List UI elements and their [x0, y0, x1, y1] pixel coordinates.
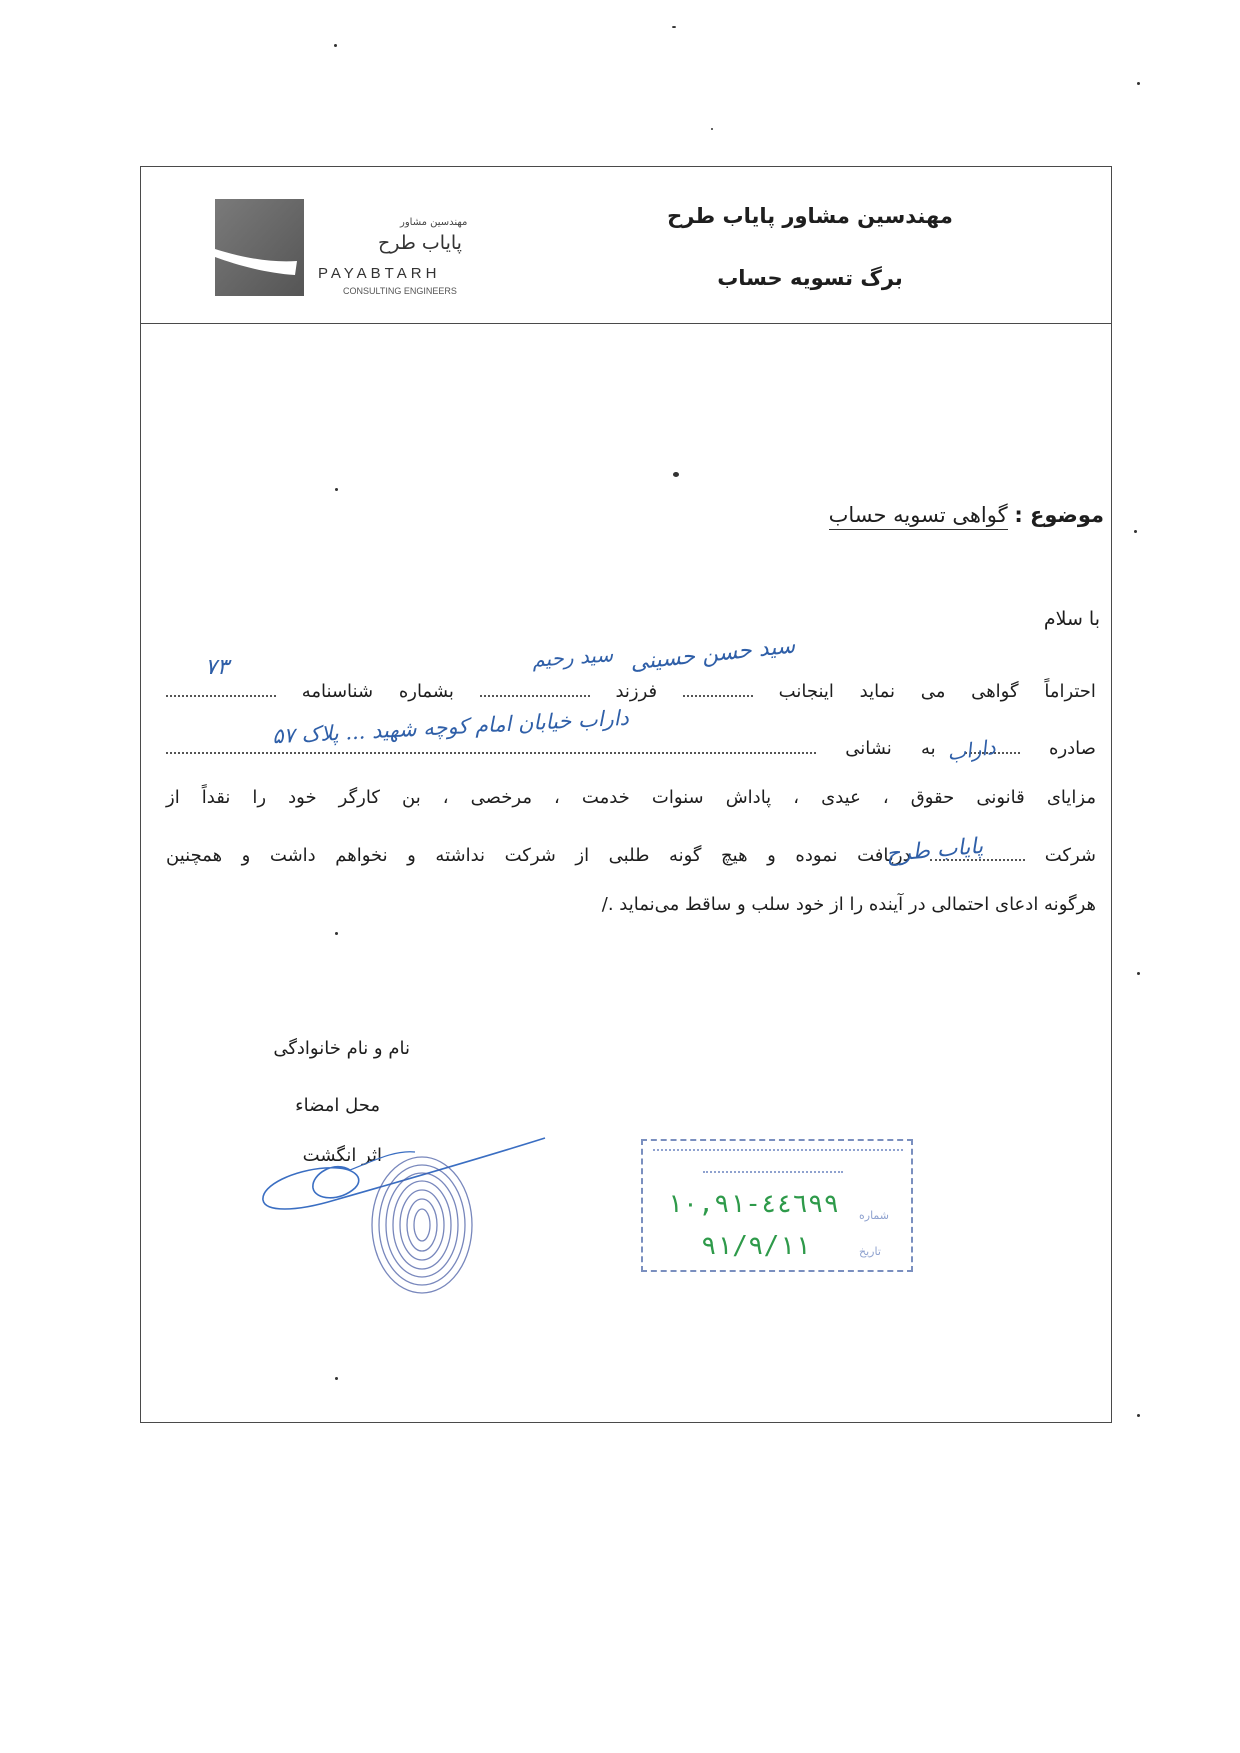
stamp-date-label: تاریخ: [859, 1245, 881, 1258]
stamp-date: ۹۱/۹/۱۱: [701, 1231, 811, 1261]
subject-label: موضوع :: [1014, 503, 1104, 527]
body-line: هرگونه ادعای احتمالی در آینده را از خود سلب و ساقط می‌نماید ./: [601, 894, 1096, 915]
stamp-number: ۱۰,۹۱-٤٤٦۹۹: [667, 1189, 840, 1219]
handwritten-name: سید حسن حسینی: [629, 633, 797, 676]
receipt-stamp: [641, 1139, 913, 1272]
subject-text: گواهی تسویه حساب: [829, 503, 1008, 530]
logo-mark-icon: [215, 199, 304, 296]
stamp-header-line: [653, 1149, 903, 1159]
body-text: بشماره شناسنامه: [301, 681, 454, 703]
handwritten-company: پایاب طرح: [885, 833, 985, 868]
scan-speck: [334, 44, 337, 47]
body-text: احتراماً گواهی می نماید اینجانب: [778, 681, 1096, 703]
id-blank: [166, 678, 276, 697]
logo-english-name: PAYABTARH: [318, 265, 441, 282]
form-title: برگ تسویه حساب: [717, 266, 903, 290]
body-line: [166, 678, 1096, 702]
stamp-number-label: شماره: [859, 1209, 890, 1222]
logo-persian-name: پایاب طرح: [378, 232, 462, 254]
scan-speck: [711, 128, 713, 130]
fingerprint-icon: [365, 1150, 480, 1300]
father-blank: [480, 678, 590, 697]
scan-speck: [1137, 1414, 1140, 1417]
body-line: مزایای قانونی حقوق ، عیدی ، پاداش سنوات خدمت ، مرخصی ، بن کارگر خود را نقداً از: [166, 787, 1096, 808]
address-blank: [166, 735, 816, 754]
logo-small-text: مهندسین مشاور: [400, 217, 468, 228]
body-text: به نشانی: [845, 738, 936, 760]
body-text: شرکت: [1044, 845, 1096, 867]
scan-speck: [1137, 972, 1140, 975]
body-text: صادره: [1049, 738, 1096, 760]
scan-speck: [672, 26, 676, 28]
header-divider: [140, 323, 1112, 324]
logo-english-sub: CONSULTING ENGINEERS: [343, 286, 457, 296]
handwritten-father-name: سید رحیم: [531, 642, 614, 672]
company-name: مهندسین مشاور پایاب طرح: [667, 204, 953, 228]
scan-speck: [1137, 82, 1140, 85]
body-text: دریافت نموده و هیچ گونه طلبی از شرکت نداشته و نخواهم داشت و همچنین: [166, 845, 911, 867]
stamp-header-line: [703, 1171, 843, 1181]
handwritten-address: داراب خیابان امام کوچه شهید ... پلاک ۵۷: [271, 705, 630, 749]
handwritten-id-number: ۷۳: [205, 655, 229, 680]
fingerprint-field-label: اثر انگشت: [302, 1145, 382, 1166]
name-blank: [683, 678, 753, 697]
signature-field-label: محل امضاء: [295, 1095, 380, 1116]
body-text: فرزند: [615, 681, 658, 703]
scan-speck: [1134, 530, 1137, 533]
handwritten-issue-place: داراب: [945, 734, 997, 766]
subject-line: [700, 503, 1104, 527]
greeting: با سلام: [1043, 608, 1100, 630]
name-field-label: نام و نام خانوادگی: [273, 1038, 410, 1059]
